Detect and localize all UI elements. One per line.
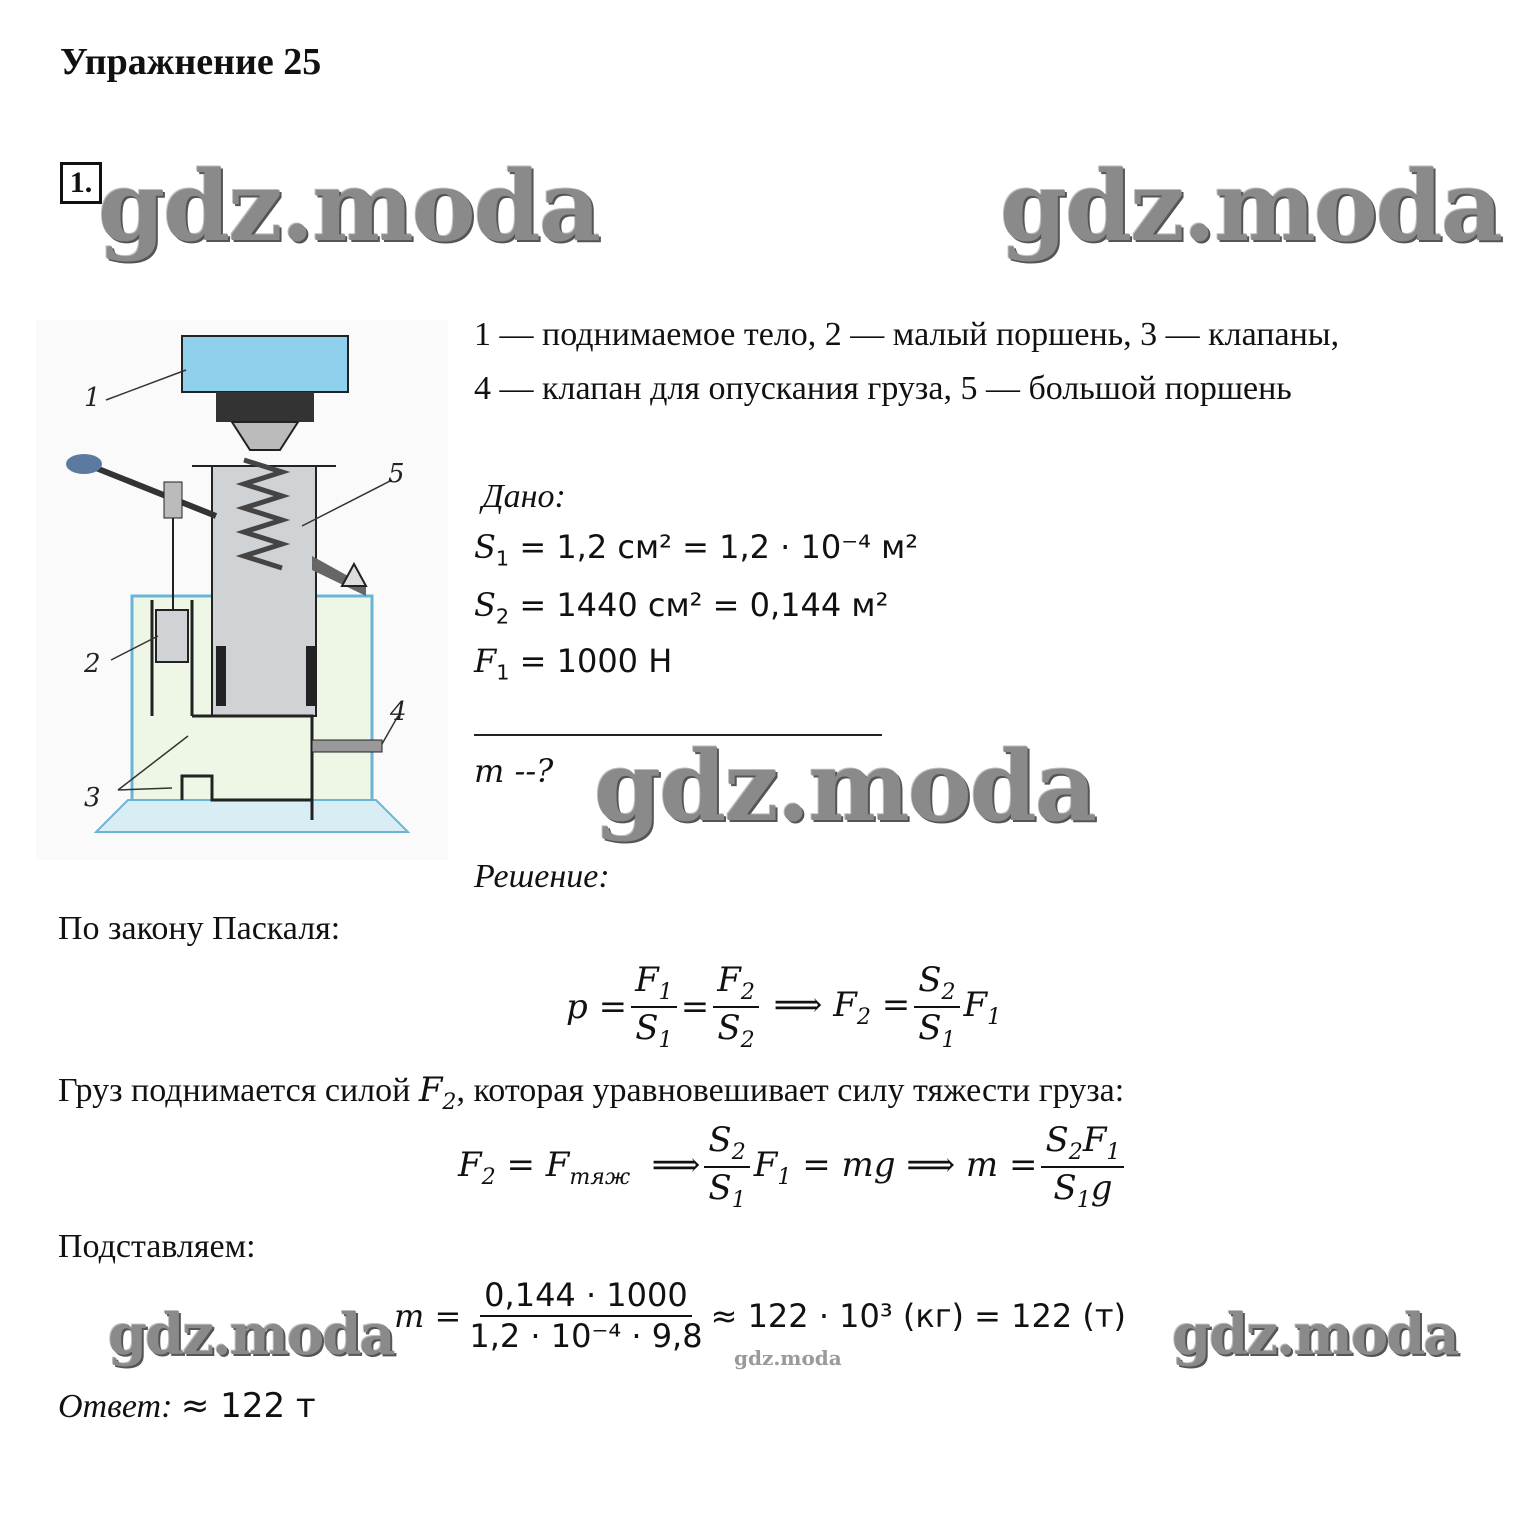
given-s1-value: = 1,2 см² = 1,2 · 10⁻⁴ м²	[519, 528, 919, 566]
watermark: gdz.moda	[1000, 150, 1502, 263]
answer	[58, 1386, 316, 1426]
pascal-formula: p = $\frac{F_1}{S_1}$ = $\frac{F_2}{S_2}$ ⟹ $F_2$ = $\frac{S_2}{S_1}$ $F_1$	[566, 960, 1002, 1053]
watermark: gdz.moda	[108, 1302, 394, 1368]
solution-heading: Решение:	[474, 858, 610, 895]
substitute-intro: Подставляем:	[58, 1228, 256, 1265]
given-f1-value: = 1000 Н	[519, 642, 673, 680]
calc-formula: m = $\frac{0,144 \cdot 1000}{\text{1,2 · 10⁻⁴ · 9,8}}$ ≈ 122 · 10³ (кг) = 122 (т)	[394, 1276, 1126, 1356]
given-s1: $S_1 = 1,2$ см² = 1,2 · 10⁻⁴ м²	[474, 528, 919, 571]
answer-value: ≈ 122 т	[180, 1386, 316, 1426]
force-intro-b: , которая уравновешивает силу тяжести груза:	[456, 1072, 1125, 1109]
page-title: Упражнение 25	[60, 41, 322, 83]
answer-label: Ответ:	[58, 1388, 173, 1425]
task-number: 1.	[60, 162, 102, 204]
figure-label: 5	[388, 459, 405, 489]
watermark: gdz.moda	[98, 150, 600, 263]
calc-result: ≈ 122 · 10³ (кг) = 122 (т)	[710, 1297, 1126, 1336]
given-heading: Дано:	[482, 478, 566, 515]
figure-label: 2	[84, 649, 101, 679]
find-item: m --?	[474, 752, 554, 790]
watermark: gdz.moda	[734, 1346, 842, 1370]
hydraulic-press-figure	[36, 320, 448, 860]
legend-line: 4 — клапан для опускания груза, 5 — большой поршень	[474, 370, 1292, 407]
given-s2-value: = 1440 см² = 0,144 м²	[519, 586, 889, 624]
figure-label: 1	[84, 383, 101, 413]
given-f1: $F_1 = 1000$ Н	[474, 642, 673, 685]
legend-line: 1 — поднимаемое тело, 2 — малый поршень, 3 — клапаны,	[474, 316, 1340, 353]
force-intro-a: Груз поднимается силой	[58, 1072, 411, 1109]
calc-denominator: 1,2 · 10⁻⁴ · 9,8	[469, 1317, 703, 1356]
mass-formula: $F_2 = F_{тяж}$ ⟹ $\frac{S_2}{S_1}$ $F_1$ = mg ⟹ m = $\frac{S_2F_1}{S_1g}$	[458, 1122, 1128, 1212]
figure-label: 4	[390, 697, 407, 727]
force-intro: Груз поднимается силой $F_2$, которая уравновешивает силу тяжести груза:	[58, 1070, 1125, 1115]
figure-label: 3	[84, 783, 101, 813]
watermark: gdz.moda	[594, 730, 1096, 843]
calc-numerator: 0,144 · 1000	[480, 1278, 692, 1317]
given-s2: $S_2 = 1440$ см² = 0,144 м²	[474, 586, 889, 629]
pascal-intro: По закону Паскаля:	[58, 910, 341, 947]
watermark: gdz.moda	[1172, 1302, 1458, 1368]
